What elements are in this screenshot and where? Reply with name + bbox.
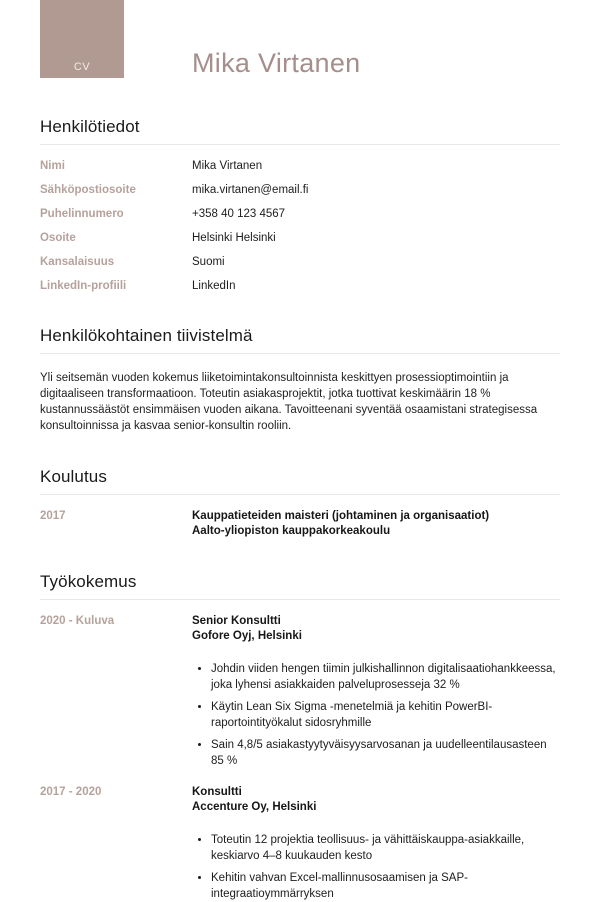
cv-badge: [40, 0, 124, 78]
experience-bullet: • Johdin viiden hengen tiimin julkishallinnon digitalisaatiohankkeessa, joka lyhensi asiakkaiden palveluprosesseja 32 %: [211, 662, 560, 693]
experience-role: Konsultti: [192, 786, 242, 798]
section-personal-info: [40, 117, 560, 293]
info-value-address: Helsinki Helsinki: [192, 232, 276, 244]
experience-details: [192, 614, 560, 769]
section-education: [40, 467, 560, 539]
experience-bullet-list: [192, 662, 560, 769]
experience-bullet: • Sain 4,8/5 asiakastyytyväisyysarvosanan ja uudelleentilausasteen 85 %: [211, 738, 560, 769]
experience-entry: [40, 614, 560, 769]
info-value-nationality: Suomi: [192, 256, 225, 268]
education-entry: [40, 509, 560, 539]
info-label-nationality: Kansalaisuus: [40, 256, 115, 268]
info-value-linkedin: LinkedIn: [192, 280, 236, 292]
info-label-name: Nimi: [40, 160, 65, 172]
summary-text: Yli seitsemän vuoden kokemus liiketoimintakonsultoinnista keskittyen prosessioptimointiin ja digitaaliseen transformaatioon. Toteutin asiakasprojektit, jotka tuottivat keskimäärin 18 % kustannussäästöt ensimmäisen vuoden aikana. Tavoitteenani syventää osaamistani strategisessa konsultoinnissa ja kasvaa senior-konsultin rooliin.: [40, 372, 538, 432]
education-details: [192, 509, 560, 539]
education-period: 2017: [40, 510, 66, 522]
experience-entry: [40, 785, 560, 902]
experience-company: Accenture Oy, Helsinki: [192, 801, 317, 813]
education-school: Aalto-yliopiston kauppakorkeakoulu: [192, 525, 391, 537]
personal-info-grid: [40, 159, 560, 293]
info-label-address: Osoite: [40, 232, 76, 244]
personal-info-heading: Henkilötiedot: [40, 117, 560, 145]
page-title: Mika Virtanen: [192, 48, 361, 78]
section-summary: [40, 326, 560, 434]
header: [40, 0, 560, 78]
info-value-email: mika.virtanen@email.fi: [192, 184, 309, 196]
experience-period: 2020 - Kuluva: [40, 615, 115, 627]
info-value-phone: +358 40 123 4567: [192, 208, 286, 220]
summary-heading: Henkilökohtainen tiivistelmä: [40, 326, 560, 354]
education-degree: Kauppatieteiden maisteri (johtaminen ja organisaatiot): [192, 510, 490, 522]
info-label-email: Sähköpostiosoite: [40, 184, 136, 196]
experience-heading: Työkokemus: [40, 572, 560, 600]
experience-role: Senior Konsultti: [192, 615, 281, 627]
experience-bullet: • Toteutin 12 projektia teollisuus- ja vähittäiskauppa-asiakkaille, keskiarvo 4–8 kuukauden kesto: [211, 833, 560, 864]
experience-bullet: • Kehitin vahvan Excel-mallinnusosaamisen ja SAP-integraatioymmärryksen: [211, 871, 560, 902]
experience-bullet: • Käytin Lean Six Sigma -menetelmiä ja kehitin PowerBI-raportointityökalut sidosryhmille: [211, 700, 560, 731]
info-label-linkedin: LinkedIn-profiili: [40, 280, 127, 292]
experience-company: Gofore Oyj, Helsinki: [192, 630, 302, 642]
education-heading: Koulutus: [40, 467, 560, 495]
experience-period: 2017 - 2020: [40, 786, 102, 798]
section-experience: [40, 572, 560, 902]
experience-bullet-list: [192, 833, 560, 902]
cv-badge-label: CV: [73, 61, 91, 73]
info-value-name: Mika Virtanen: [192, 160, 263, 172]
experience-details: [192, 785, 560, 902]
info-label-phone: Puhelinnumero: [40, 208, 124, 220]
